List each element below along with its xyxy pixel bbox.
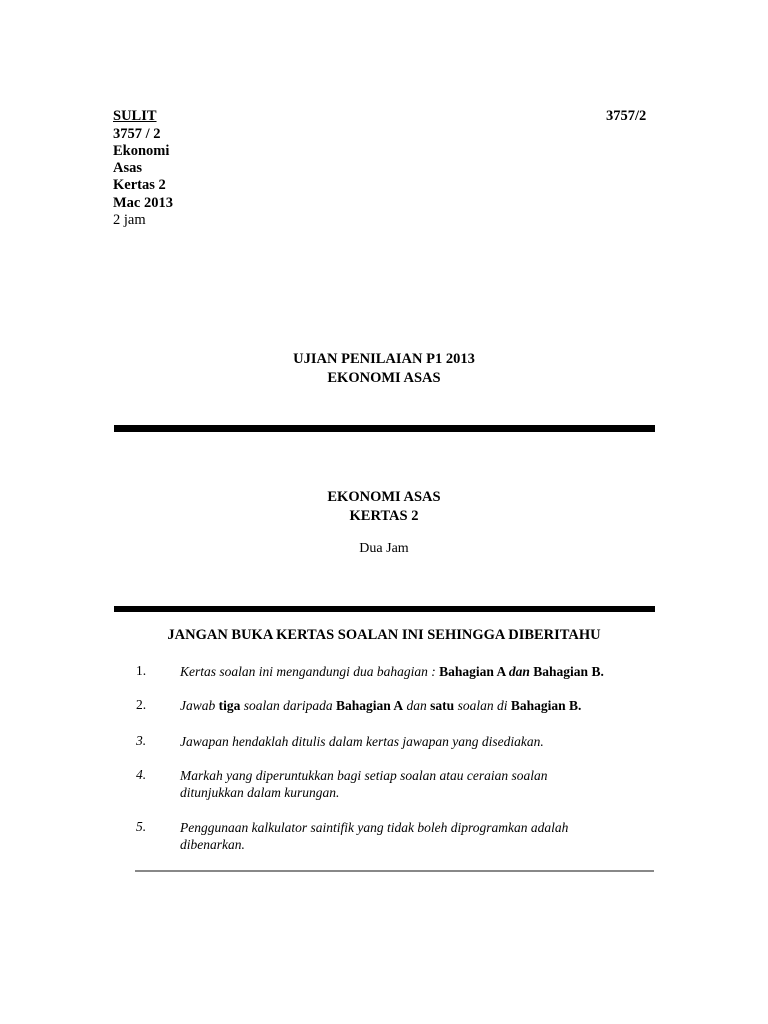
sulit-label: SULIT [113,108,157,124]
instruction-1 [180,663,650,680]
paper-subject: EKONOMI ASAS [327,489,441,505]
instruction-text: soalan di [454,698,511,713]
exam-title: UJIAN PENILAIAN P1 2013 [293,351,475,367]
paper-title: KERTAS 2 [349,508,419,524]
thin-divider [135,870,654,872]
exam-date: Mac 2013 [113,195,173,211]
exam-duration: 2 jam [113,212,146,228]
thick-divider-top [114,425,655,432]
instruction-bold: dan [508,664,530,679]
instruction-bold: Bahagian B. [529,664,604,679]
instruction-line: Penggunaan kalkulator saintifik yang tidak boleh diprogramkan adalah [180,820,569,835]
instruction-text: dan [403,698,431,713]
paper-duration: Dua Jam [359,541,409,556]
paper-code-right: 3757/2 [606,108,647,124]
instruction-text: Kertas soalan ini mengandungi dua bahagian : [180,664,440,679]
instruction-line: dibenarkan. [180,837,245,852]
instruction-text: Jawab [180,698,219,713]
subject-level: Asas [113,160,143,176]
instruction-5 [180,819,650,853]
instruction-bold: Bahagian A [336,698,404,713]
instruction-3: Jawapan hendaklah ditulis dalam kertas jawapan yang disediakan. [180,734,544,749]
instruction-2 [180,697,650,714]
paper-code: 3757 / 2 [113,126,161,142]
instruction-4 [180,767,650,801]
instruction-bold: tiga [218,698,241,713]
thick-divider-bottom [114,606,655,612]
instruction-number: 1. [136,663,147,678]
instruction-bold: satu [430,698,455,713]
instruction-number: 4. [136,767,147,782]
warning-notice: JANGAN BUKA KERTAS SOALAN INI SEHINGGA DIBERITAHU [167,627,601,643]
instruction-number: 2. [136,697,147,712]
instruction-line: Markah yang diperuntukkan bagi setiap soalan atau ceraian soalan [180,768,548,783]
instruction-text: soalan daripada [240,698,337,713]
instruction-number: 5. [136,819,147,834]
exam-subject-title: EKONOMI ASAS [327,370,441,386]
subject-name: Ekonomi [113,143,170,159]
instruction-bold: Bahagian A [439,664,509,679]
paper-number: Kertas 2 [113,177,166,193]
instruction-number: 3. [136,733,147,748]
instruction-line: ditunjukkan dalam kurungan. [180,785,340,800]
instruction-bold: Bahagian B. [510,698,582,713]
